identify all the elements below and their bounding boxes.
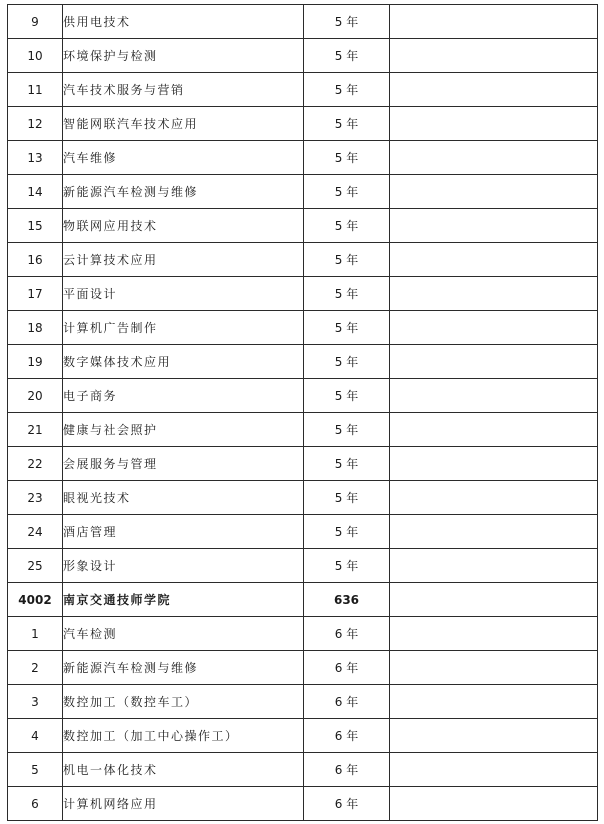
row-number-cell: 25 xyxy=(8,549,63,583)
duration-cell: 5 年 xyxy=(304,243,390,277)
table-row xyxy=(8,277,598,311)
program-name-cell: 汽车维修 xyxy=(63,141,304,175)
table-row xyxy=(8,549,598,583)
row-number-cell: 5 xyxy=(8,753,63,787)
row-number-cell: 16 xyxy=(8,243,63,277)
row-number-cell: 20 xyxy=(8,379,63,413)
duration-cell: 5 年 xyxy=(304,549,390,583)
note-cell xyxy=(390,5,598,39)
note-cell xyxy=(390,549,598,583)
table-row xyxy=(8,515,598,549)
program-name-cell: 计算机广告制作 xyxy=(63,311,304,345)
table-row xyxy=(8,209,598,243)
table-row xyxy=(8,39,598,73)
row-number-cell: 10 xyxy=(8,39,63,73)
row-number-cell: 6 xyxy=(8,787,63,821)
note-cell xyxy=(390,209,598,243)
note-cell xyxy=(390,753,598,787)
row-number-cell: 24 xyxy=(8,515,63,549)
note-cell xyxy=(390,277,598,311)
program-name-cell: 电子商务 xyxy=(63,379,304,413)
program-name-cell: 新能源汽车检测与维修 xyxy=(63,651,304,685)
row-number-cell: 22 xyxy=(8,447,63,481)
table-row xyxy=(8,345,598,379)
program-name-cell: 新能源汽车检测与维修 xyxy=(63,175,304,209)
program-name-cell: 汽车检测 xyxy=(63,617,304,651)
table-row xyxy=(8,685,598,719)
program-name-cell: 云计算技术应用 xyxy=(63,243,304,277)
program-name-cell: 眼视光技术 xyxy=(63,481,304,515)
row-number-cell: 13 xyxy=(8,141,63,175)
note-cell xyxy=(390,243,598,277)
duration-cell: 636 xyxy=(304,583,390,617)
row-number-cell: 21 xyxy=(8,413,63,447)
table-body xyxy=(8,5,598,821)
duration-cell: 6 年 xyxy=(304,651,390,685)
duration-cell: 5 年 xyxy=(304,515,390,549)
program-name-cell: 数控加工（数控车工） xyxy=(63,685,304,719)
duration-cell: 5 年 xyxy=(304,311,390,345)
table-row xyxy=(8,141,598,175)
note-cell xyxy=(390,141,598,175)
table-row xyxy=(8,651,598,685)
row-number-cell: 18 xyxy=(8,311,63,345)
program-name-cell: 酒店管理 xyxy=(63,515,304,549)
table-row xyxy=(8,5,598,39)
table-row xyxy=(8,73,598,107)
table-row xyxy=(8,107,598,141)
duration-cell: 6 年 xyxy=(304,787,390,821)
duration-cell: 5 年 xyxy=(304,5,390,39)
duration-cell: 5 年 xyxy=(304,447,390,481)
note-cell xyxy=(390,73,598,107)
duration-cell: 5 年 xyxy=(304,379,390,413)
row-number-cell: 2 xyxy=(8,651,63,685)
note-cell xyxy=(390,583,598,617)
table-row xyxy=(8,753,598,787)
table-row xyxy=(8,379,598,413)
program-name-cell: 供用电技术 xyxy=(63,5,304,39)
program-name-cell: 平面设计 xyxy=(63,277,304,311)
duration-cell: 6 年 xyxy=(304,753,390,787)
duration-cell: 5 年 xyxy=(304,141,390,175)
duration-cell: 5 年 xyxy=(304,175,390,209)
section-row xyxy=(8,583,598,617)
note-cell xyxy=(390,787,598,821)
table-row xyxy=(8,243,598,277)
note-cell xyxy=(390,685,598,719)
note-cell xyxy=(390,311,598,345)
row-number-cell: 11 xyxy=(8,73,63,107)
table-row xyxy=(8,481,598,515)
table-row xyxy=(8,787,598,821)
duration-cell: 5 年 xyxy=(304,107,390,141)
table-row xyxy=(8,447,598,481)
note-cell xyxy=(390,413,598,447)
note-cell xyxy=(390,481,598,515)
note-cell xyxy=(390,39,598,73)
row-number-cell: 14 xyxy=(8,175,63,209)
note-cell xyxy=(390,379,598,413)
row-number-cell: 3 xyxy=(8,685,63,719)
row-number-cell: 12 xyxy=(8,107,63,141)
duration-cell: 5 年 xyxy=(304,413,390,447)
table-row xyxy=(8,617,598,651)
program-name-cell: 汽车技术服务与营销 xyxy=(63,73,304,107)
note-cell xyxy=(390,617,598,651)
program-name-cell: 数字媒体技术应用 xyxy=(63,345,304,379)
enrollment-table xyxy=(7,4,598,821)
program-name-cell: 机电一体化技术 xyxy=(63,753,304,787)
note-cell xyxy=(390,447,598,481)
program-name-cell: 物联网应用技术 xyxy=(63,209,304,243)
duration-cell: 6 年 xyxy=(304,719,390,753)
row-number-cell: 23 xyxy=(8,481,63,515)
duration-cell: 6 年 xyxy=(304,685,390,719)
duration-cell: 5 年 xyxy=(304,277,390,311)
row-number-cell: 1 xyxy=(8,617,63,651)
table-row xyxy=(8,719,598,753)
program-name-cell: 计算机网络应用 xyxy=(63,787,304,821)
note-cell xyxy=(390,107,598,141)
row-number-cell: 17 xyxy=(8,277,63,311)
table-row xyxy=(8,311,598,345)
duration-cell: 5 年 xyxy=(304,481,390,515)
duration-cell: 5 年 xyxy=(304,209,390,243)
row-number-cell: 4 xyxy=(8,719,63,753)
duration-cell: 5 年 xyxy=(304,345,390,379)
program-name-cell: 会展服务与管理 xyxy=(63,447,304,481)
row-number-cell: 19 xyxy=(8,345,63,379)
duration-cell: 6 年 xyxy=(304,617,390,651)
program-name-cell: 形象设计 xyxy=(63,549,304,583)
table-row xyxy=(8,413,598,447)
program-name-cell: 环境保护与检测 xyxy=(63,39,304,73)
duration-cell: 5 年 xyxy=(304,39,390,73)
note-cell xyxy=(390,175,598,209)
row-number-cell: 4002 xyxy=(8,583,63,617)
program-name-cell: 南京交通技师学院 xyxy=(63,583,304,617)
table-row xyxy=(8,175,598,209)
program-name-cell: 健康与社会照护 xyxy=(63,413,304,447)
row-number-cell: 15 xyxy=(8,209,63,243)
note-cell xyxy=(390,719,598,753)
program-name-cell: 智能网联汽车技术应用 xyxy=(63,107,304,141)
note-cell xyxy=(390,651,598,685)
row-number-cell: 9 xyxy=(8,5,63,39)
note-cell xyxy=(390,345,598,379)
duration-cell: 5 年 xyxy=(304,73,390,107)
program-name-cell: 数控加工（加工中心操作工） xyxy=(63,719,304,753)
note-cell xyxy=(390,515,598,549)
